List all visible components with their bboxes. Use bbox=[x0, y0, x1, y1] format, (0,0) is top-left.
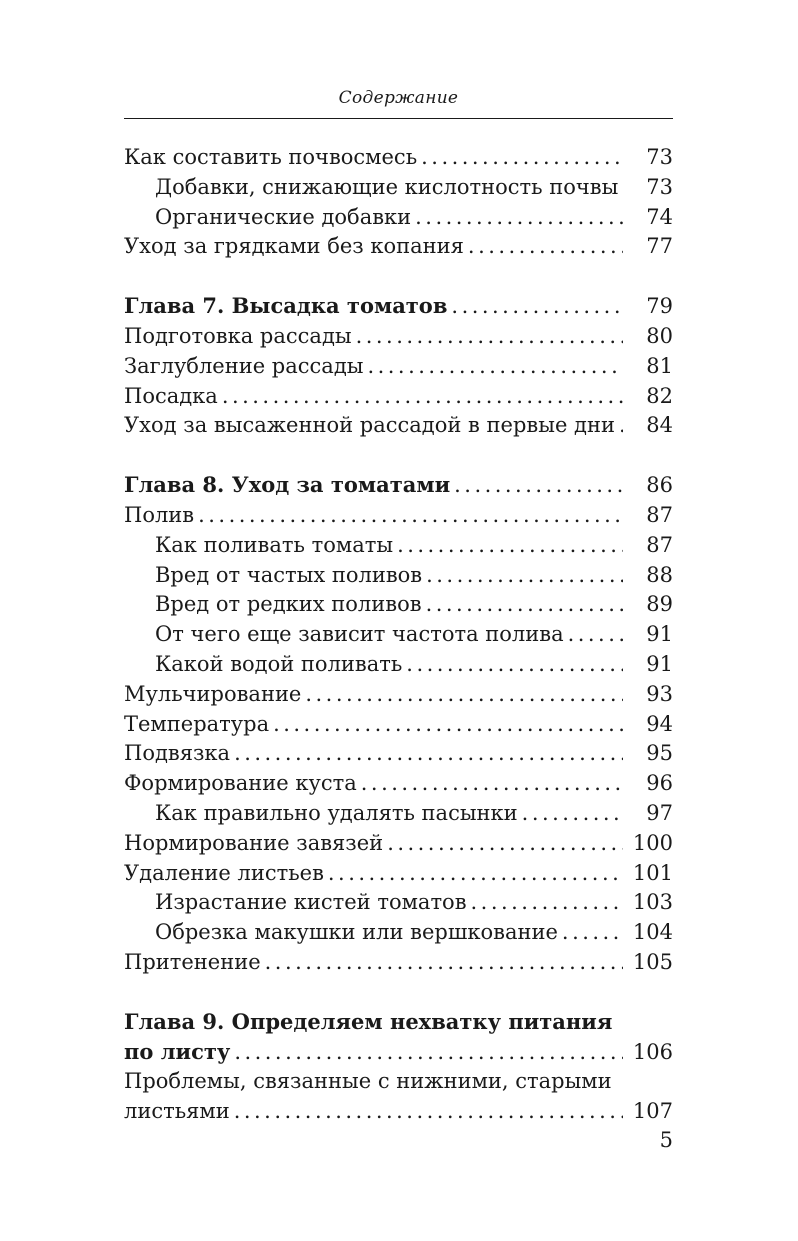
toc-entry-title: Притенение bbox=[124, 949, 261, 974]
toc-entry[interactable] bbox=[124, 143, 673, 173]
dot-leader bbox=[406, 650, 623, 680]
toc-entry[interactable] bbox=[124, 501, 673, 531]
dot-leader bbox=[426, 590, 623, 620]
toc-entry-page: 105 bbox=[632, 949, 673, 974]
toc-entry-title: От чего еще зависит частота полива bbox=[155, 622, 564, 647]
toc-entry-title: Мульчирование bbox=[124, 681, 302, 706]
toc-entry-page: 88 bbox=[646, 562, 673, 587]
toc-entry[interactable] bbox=[124, 352, 673, 382]
toc-entry-title: Как составить почвосмесь bbox=[124, 145, 418, 169]
dot-leader bbox=[562, 918, 623, 948]
toc-chapter-entry[interactable] bbox=[124, 1037, 673, 1068]
toc-subentry[interactable] bbox=[124, 888, 673, 918]
toc-entry[interactable] bbox=[124, 710, 673, 740]
toc-chapter-title: Глава 7. Высадка томатов bbox=[124, 293, 448, 319]
toc-entry-page: 73 bbox=[646, 174, 673, 199]
dot-leader bbox=[234, 1097, 623, 1127]
dot-leader bbox=[387, 829, 623, 859]
toc-subentry[interactable] bbox=[124, 799, 673, 829]
toc-entry-page: 93 bbox=[646, 681, 673, 706]
dot-leader bbox=[397, 531, 623, 561]
toc-entry-page: 81 bbox=[646, 353, 673, 378]
toc-entry-title: Температура bbox=[124, 711, 270, 736]
toc-entry[interactable] bbox=[124, 382, 673, 412]
toc-entry-page: 82 bbox=[646, 383, 673, 408]
dot-leader bbox=[619, 411, 623, 441]
toc-entry-title: Органические добавки bbox=[155, 204, 412, 229]
toc-entry-page: 97 bbox=[646, 800, 673, 825]
toc-entry-page: 80 bbox=[646, 323, 673, 348]
toc-entry[interactable] bbox=[124, 739, 673, 769]
toc-entry-title: Израстание кистей томатов bbox=[155, 890, 467, 915]
toc-entry-page: 101 bbox=[632, 860, 673, 885]
toc-subentry[interactable] bbox=[124, 561, 673, 591]
toc-entry[interactable] bbox=[124, 769, 673, 799]
header-rule bbox=[124, 118, 673, 119]
dot-leader bbox=[222, 382, 623, 412]
dot-leader bbox=[361, 769, 623, 799]
toc-entry-page: 107 bbox=[632, 1099, 673, 1124]
toc-chapter-entry[interactable] bbox=[124, 470, 673, 501]
toc-chapter-title-line-2: по листу bbox=[124, 1038, 231, 1064]
page-number: 5 bbox=[659, 1128, 673, 1152]
dot-leader bbox=[356, 322, 623, 352]
dot-leader bbox=[328, 859, 623, 889]
dot-leader bbox=[234, 1038, 623, 1068]
toc-entry-page: 84 bbox=[646, 413, 673, 438]
toc-entry-page: 100 bbox=[632, 830, 673, 855]
toc-entry-title: Добавки, снижающие кислотность почвы bbox=[155, 174, 619, 199]
dot-leader bbox=[198, 501, 623, 531]
toc-entry-title: Полив bbox=[124, 502, 195, 527]
toc-entry-title: Формирование куста bbox=[124, 771, 357, 796]
toc-chapter-title: Глава 8. Уход за томатами bbox=[124, 472, 451, 498]
dot-leader bbox=[522, 799, 623, 829]
dot-leader bbox=[367, 352, 623, 382]
toc-entry-page: 74 bbox=[646, 204, 673, 229]
dot-leader bbox=[273, 710, 623, 740]
toc-entry-page: 96 bbox=[646, 771, 673, 796]
toc-entry-title: Нормирование завязей bbox=[124, 830, 384, 855]
toc-subentry[interactable] bbox=[124, 918, 673, 948]
dot-leader bbox=[568, 620, 623, 650]
toc-entry-page: 79 bbox=[646, 294, 673, 319]
toc-entry[interactable] bbox=[124, 859, 673, 889]
toc-subentry[interactable] bbox=[124, 173, 673, 203]
dot-leader bbox=[265, 948, 623, 978]
dot-leader bbox=[305, 680, 623, 710]
toc-entry-title: Вред от частых поливов bbox=[155, 562, 423, 587]
toc-entry-page: 86 bbox=[646, 473, 673, 498]
toc-entry-page: 73 bbox=[646, 145, 673, 169]
toc-entry-page: 87 bbox=[646, 502, 673, 527]
toc-entry[interactable] bbox=[124, 232, 673, 262]
toc-group-chapter-9 bbox=[124, 1007, 673, 1127]
toc-entry-page: 91 bbox=[646, 651, 673, 676]
toc-entry-page: 91 bbox=[646, 622, 673, 647]
toc-group-soil bbox=[124, 143, 673, 262]
toc-entry-page: 94 bbox=[646, 711, 673, 736]
toc-entry-title: Обрезка макушки или вершкование bbox=[155, 920, 558, 945]
toc-entry-title-line-2: листьями bbox=[124, 1099, 230, 1124]
toc-entry-page: 103 bbox=[632, 890, 673, 915]
toc-entry-title: Уход за грядками без копания bbox=[124, 234, 464, 259]
toc-entry-title: Заглубление рассады bbox=[124, 353, 364, 378]
toc-entry-title: Удаление листьев bbox=[124, 860, 324, 885]
toc-subentry[interactable] bbox=[124, 531, 673, 561]
toc-subentry[interactable] bbox=[124, 620, 673, 650]
table-of-contents bbox=[124, 143, 673, 1127]
toc-entry-page: 106 bbox=[632, 1039, 673, 1064]
toc-entry-page: 77 bbox=[646, 234, 673, 259]
toc-group-chapter-7 bbox=[124, 291, 673, 441]
toc-entry-title: Какой водой поливать bbox=[155, 651, 403, 676]
toc-entry-title: Подготовка рассады bbox=[124, 323, 352, 348]
toc-entry-page: 104 bbox=[632, 920, 673, 945]
toc-chapter-entry[interactable] bbox=[124, 291, 673, 322]
toc-entry-title: Уход за высаженной рассадой в первые дни bbox=[124, 413, 615, 438]
toc-entry[interactable] bbox=[124, 948, 673, 978]
toc-entry[interactable] bbox=[124, 1097, 673, 1127]
toc-entry-title: Посадка bbox=[124, 383, 218, 408]
dot-leader bbox=[451, 292, 623, 322]
dot-leader bbox=[471, 888, 623, 918]
toc-chapter-title-line-1[interactable]: Глава 9. Определяем нехватку питания bbox=[124, 1008, 613, 1034]
toc-entry-page: 95 bbox=[646, 741, 673, 766]
dot-leader bbox=[622, 173, 623, 203]
toc-entry-title: Вред от редких поливов bbox=[155, 592, 422, 617]
toc-entry[interactable] bbox=[124, 322, 673, 352]
toc-entry-page: 89 bbox=[646, 592, 673, 617]
toc-entry[interactable] bbox=[124, 829, 673, 859]
toc-entry[interactable] bbox=[124, 411, 673, 441]
dot-leader bbox=[415, 203, 623, 233]
toc-subentry[interactable] bbox=[124, 590, 673, 620]
dot-leader bbox=[426, 561, 623, 591]
toc-entry[interactable] bbox=[124, 680, 673, 710]
toc-subentry[interactable] bbox=[124, 650, 673, 680]
toc-group-chapter-8 bbox=[124, 470, 673, 978]
toc-entry-title: Как правильно удалять пасынки bbox=[155, 800, 518, 825]
toc-entry-page: 87 bbox=[646, 532, 673, 557]
dot-leader bbox=[468, 232, 623, 262]
toc-entry-title: Подвязка bbox=[124, 741, 231, 766]
dot-leader bbox=[454, 471, 623, 501]
dot-leader bbox=[234, 739, 623, 769]
toc-entry-title-line-1[interactable]: Проблемы, связанные с нижними, старыми bbox=[124, 1069, 612, 1094]
running-title: Содержание bbox=[338, 88, 459, 108]
toc-entry-title: Как поливать томаты bbox=[155, 532, 394, 557]
toc-subentry[interactable] bbox=[124, 203, 673, 233]
dot-leader bbox=[421, 143, 623, 173]
